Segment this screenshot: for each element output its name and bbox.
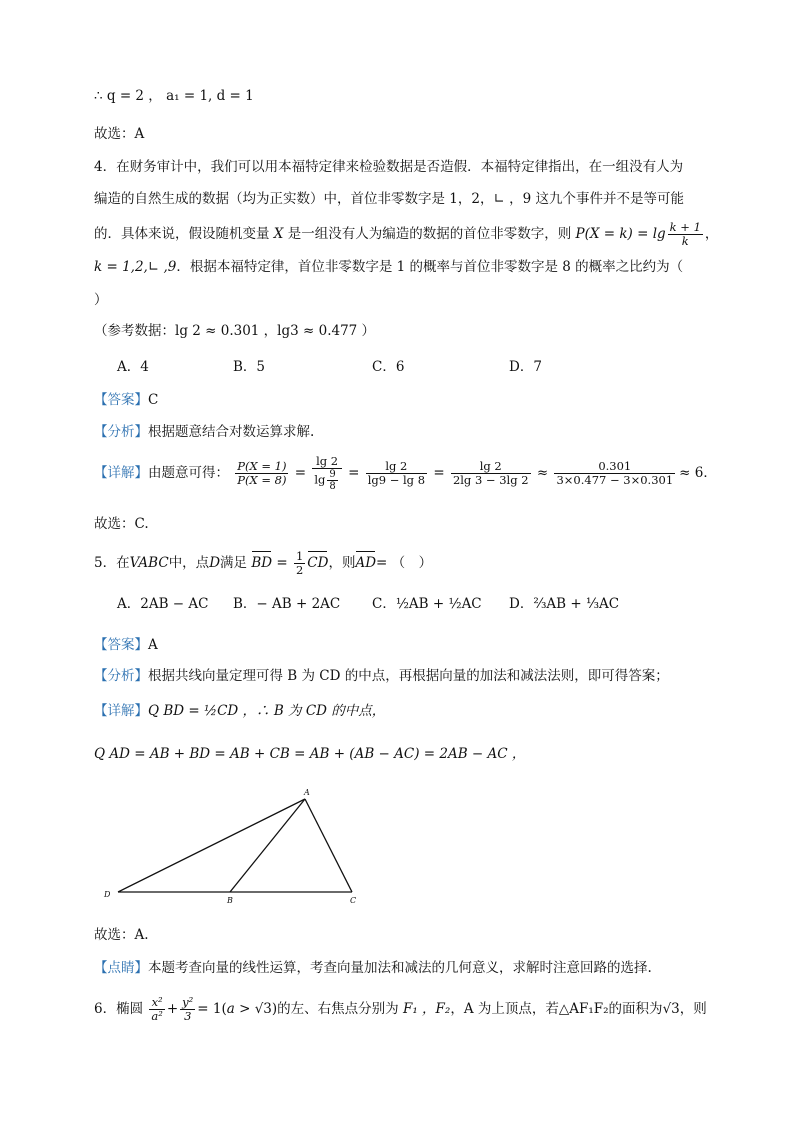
q4-option-a: A．4: [117, 359, 149, 375]
label-a: A: [304, 788, 310, 797]
q5-option-b: B．− AB + 2AC: [233, 596, 341, 612]
q4-answer: 【答案】C: [94, 392, 159, 408]
q5-analysis: 【分析】根据共线向量定理可得 B 为 CD 的中点，再根据向量的加法和减法法则，即可得答案；: [94, 668, 669, 684]
q4-line-4: k = 1,2,∟ ,9．根据本福特定律，首位非零数字是 1 的概率与首位非零数字是 8 的概率之比约为（: [94, 259, 684, 275]
label-b: B: [227, 896, 233, 905]
segment-ab: [230, 799, 305, 892]
q5-comment: 【点睛】本题考查向量的线性运算，考查向量加法和减法的几何意义，求解时注意回路的选择.: [94, 960, 652, 976]
q4-option-d: D．7: [509, 359, 542, 375]
q4-line-3: 的．具体来说，假设随机变量 X 是一组没有人为编造的数据的首位非零数字，则 P(X = k) = lg $\frac{k + 1}{k}$ ，: [94, 220, 719, 248]
label-c: C: [350, 896, 357, 905]
q6-stem: 6．椭圆 $\frac{\text{x²}}{\text{a²}}$ + $\frac{\text{y²}}{3}$ = 1(a > √3)的左、右焦点分别为 F₁ ，F₂，A 为上顶点，若△AF₁F₂的面积为√3，则: [94, 995, 707, 1023]
q4-line-2: 编造的自然生成的数据（均为正实数）中，首位非零数字是 1，2，∟ ，9 这九个事件并不是等可能: [94, 191, 684, 207]
q5-detail-2: Q AD = AB + BD = AB + CB = AB + (AB − AC) = 2AB − AC ，: [94, 746, 526, 762]
label-d: D: [104, 890, 111, 899]
q4-detail: 【详解】由题意可得： $\frac{P(X = 1)}{P(X = 8)}$ = lg 2 lg $\frac{9}{8}$ = $\frac{\lg 2}{\lg 9 - \lg 8}$ = $\frac{\lg 2}{2\lg 3 - 3\lg 2}$ ≈ $\frac{0.301}{3\times 0.477 - 3\times 0.301}$ ≈ 6．: [94, 454, 717, 492]
q4-analysis: 【分析】根据题意结合对数运算求解.: [94, 424, 315, 440]
segment-da: [118, 799, 305, 892]
q4-choose: 故选：C.: [94, 516, 149, 532]
q4-line-5: ）: [94, 292, 108, 308]
q5-option-d: D．⅔AB + ⅓AC: [509, 596, 620, 612]
q5-answer: 【答案】A: [94, 637, 158, 653]
solution-line: ∴ q = 2 ， a₁ = 1, d = 1: [94, 88, 254, 104]
q5-choose: 故选：A.: [94, 927, 149, 943]
q4-option-b: B．5: [233, 359, 266, 375]
q5-option-a: A．2AB − AC: [117, 596, 209, 612]
q4-reference-data: （参考数据：lg 2 ≈ 0.301 ，lg3 ≈ 0.477 ）: [94, 323, 376, 339]
q5-stem: 5．在VABC中，点D满足 BD = $\frac{1}{2}$ CD，则AD= （ ）: [94, 549, 433, 577]
choose-line: 故选：A: [94, 126, 145, 142]
q5-option-c: C．½AB + ½AC: [372, 596, 482, 612]
q5-detail-1: 【详解】Q BD = ½CD ，∴ B 为 CD 的中点，: [94, 703, 386, 719]
q4-option-c: C．6: [372, 359, 405, 375]
segment-ac: [305, 799, 352, 892]
q4-line-1: 4．在财务审计中，我们可以用本福特定律来检验数据是否造假．本福特定律指出，在一组没有人为: [94, 159, 684, 175]
q4-fraction: $\frac{k + 1}{k}$: [669, 220, 701, 248]
